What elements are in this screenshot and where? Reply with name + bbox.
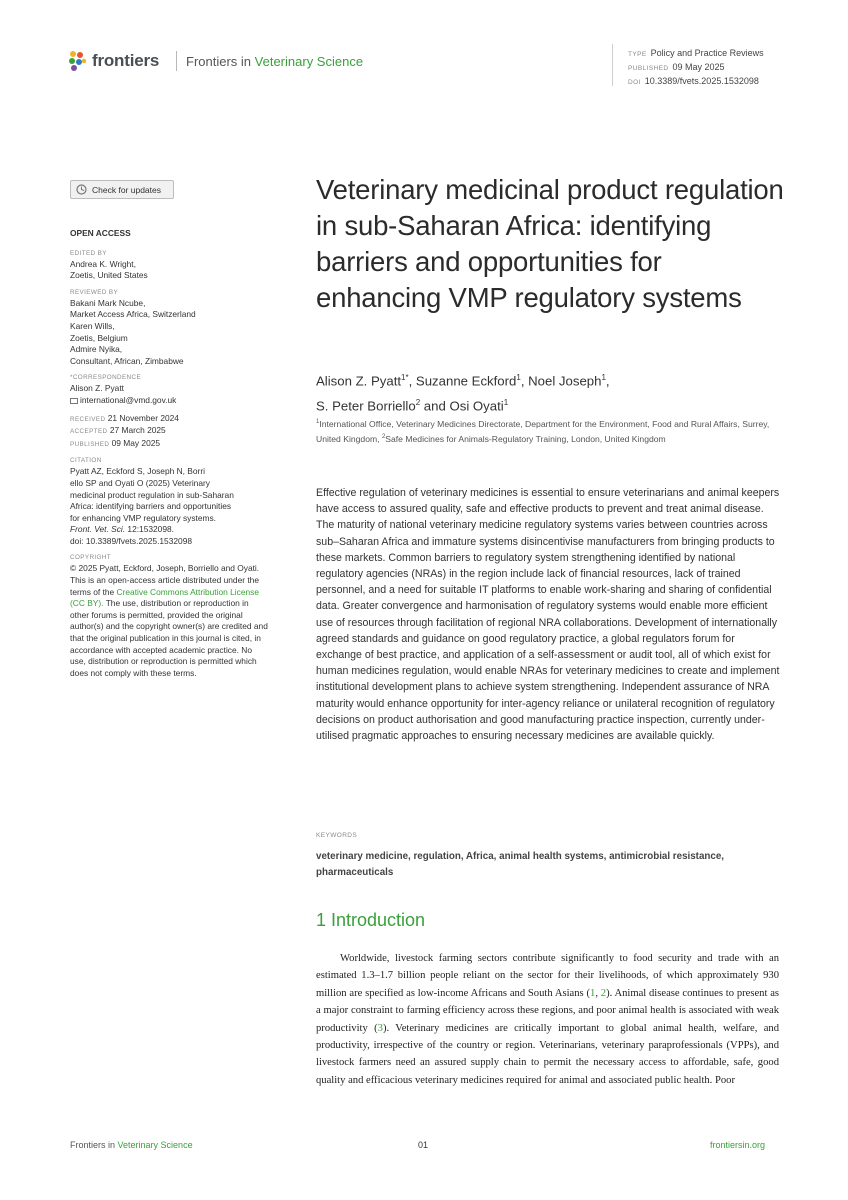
meta-divider xyxy=(612,44,613,86)
keywords-label: KEYWORDS xyxy=(316,832,358,839)
reviewer-line: Bakani Mark Ncube, xyxy=(70,297,146,308)
mail-icon xyxy=(70,398,78,404)
affiliations xyxy=(316,416,786,447)
doi-value[interactable]: 10.3389/fvets.2025.1532098 xyxy=(644,76,759,86)
copyright-post: The use, distribution or reproduction in other forums is permitted, provided the original author(s) and the copyright owner(s) are credited and that the original publication in this journal is cited, in accordance with accepted academic practice. No use, distribution or reproduction is permitted which does not comply with these terms. xyxy=(70,598,268,678)
affiliation-number: 1 xyxy=(316,419,320,425)
intro-text: Worldwide, livestock farming sectors contribute significantly to food security and trade with an estimated 1.3–1.7 billion people reliant on the sector for their livelihoods, of which approximately 930 million are specified as low-income Africans and South Asians ( xyxy=(316,953,779,999)
reviewer-line: Zoetis, Belgium xyxy=(70,332,128,343)
published-value: 09 May 2025 xyxy=(672,62,725,72)
reviewer-line: Market Access Africa, Switzerland xyxy=(70,309,196,320)
editor-line: Andrea K. Wright, xyxy=(70,258,136,269)
author-affil: 1 xyxy=(516,373,521,382)
reviewed-by-label: REVIEWED BY xyxy=(70,288,119,296)
frontiers-logo[interactable] xyxy=(68,49,159,73)
reviewer-line: Admire Nyika, xyxy=(70,344,123,355)
correspondence-email[interactable]: international@vmd.gov.uk xyxy=(80,394,177,405)
copyright-block xyxy=(70,553,270,679)
correspondence-name: Alison Z. Pyatt xyxy=(70,383,124,394)
author-name[interactable]: Osi Oyati xyxy=(449,398,504,414)
abstract: Effective regulation of veterinary medicines is essential to ensure veterinarians and animal keepers have access to assured quality, safe and effective products to prevent and treat animal disease. The maturity of national veterinary medicine regulatory systems varies between countries across sub–Saharan Africa and immature systems disincentivise manufacturers from bringing products to these markets. Common barriers to regulatory system strengthening identified by national regulatory agencies (NRAs) in the region include lack of financial resources, lack of trained personnel, and a need for suitable IT platforms to enable work-sharing and sharing of confidential data. Greater convergence and harmonisation of regulatory systems would enable more efficient use of resources through facilitation of regional NRA collaborations. Development of internationally agreed standards and guidance on good regulatory practice, a global regulators forum for exchange of best practice, and application of a self-assessment or audit tool, all of which exist for human medicines regulation, would enable NRAs for veterinary medicines to create and implement institutional development plans to achieve system strengthening. Independent assurance of NRA maturity would enhance opportunity for inter-agency reliance or unilateral recognition of regulatory decisions on product authorisation and good manufacturing practice inspection, currently under-utilised pragmatic approaches to ensuring necessary medicines are available quickly. xyxy=(316,487,780,743)
citation-line: ello SP and Oyati O (2025) Veterinary xyxy=(70,477,210,488)
affiliation-text: International Office, Veterinary Medicines Directorate, Department for the Environment, Food and Rural Affairs, Surrey, United Kingdom, xyxy=(316,418,770,445)
correspondence-block xyxy=(70,373,270,406)
copyright-text xyxy=(70,563,270,679)
type-label: TYPE xyxy=(628,51,647,58)
sidebar xyxy=(70,228,270,685)
keywords: veterinary medicine, regulation, Africa, animal health systems, antimicrobial resistance, pharmaceuticals xyxy=(316,851,724,878)
article-title: Veterinary medicinal product regulation in sub-Saharan Africa: identifying barriers and opportunities for enhancing VMP regulatory systems xyxy=(316,174,784,313)
check-for-updates-label: Check for updates xyxy=(92,184,161,195)
published-date: 09 May 2025 xyxy=(111,437,161,448)
copyright-label: COPYRIGHT xyxy=(70,554,112,562)
journal-title: Veterinary Science xyxy=(254,54,364,69)
footer-journal-name: Veterinary Science xyxy=(117,1140,193,1150)
citation-block xyxy=(70,456,270,547)
author-affil: 1 xyxy=(503,398,509,408)
citation-line: medicinal product regulation in sub-Saharan xyxy=(70,489,234,500)
dates-block xyxy=(70,413,270,451)
citation-line: for enhancing VMP regulatory systems. xyxy=(70,512,217,523)
journal-prefix: Frontiers in xyxy=(186,54,252,69)
author-affil: 1 xyxy=(601,373,606,382)
intro-text: , xyxy=(595,987,601,999)
author-name[interactable]: S. Peter Borriello xyxy=(316,398,416,414)
edited-by-block xyxy=(70,249,270,282)
reference-link[interactable]: 2 xyxy=(600,987,607,999)
header-divider xyxy=(176,51,177,71)
reviewer-line: Consultant, African, Zimbabwe xyxy=(70,355,184,366)
reference-link[interactable]: 1 xyxy=(590,987,596,999)
license-link[interactable]: Creative Commons Attribution License (CC BY). xyxy=(70,586,259,609)
published-label: PUBLISHED xyxy=(70,440,110,448)
citation-line: Africa: identifying barriers and opportunities xyxy=(70,501,232,512)
introduction-paragraph xyxy=(316,950,779,1089)
section-heading-introduction: 1 Introduction xyxy=(316,910,426,930)
footer-journal-prefix: Frontiers in xyxy=(70,1140,116,1150)
affiliation-number: 2 xyxy=(381,434,386,441)
journal-name[interactable] xyxy=(186,54,363,69)
intro-text: ). Veterinary medicines are critically important to global animal health, welfare, and productivity, irrespective of the country or region. Veterinarians, veterinary paraprofessionals (VPPs), and livestock farmers need an assured supply chain to permit the necessary access to affordable, safe, good quality and efficacious veterinary medicines required for animal and associated public health. Poor xyxy=(316,1022,780,1086)
citation-doi[interactable]: doi: 10.3389/fvets.2025.1532098 xyxy=(70,535,193,546)
editor-line: Zoetis, United States xyxy=(70,270,148,281)
footer-journal[interactable] xyxy=(70,1140,193,1150)
author-name[interactable]: Suzanne Eckford xyxy=(415,373,517,389)
author-list: Alison Z. Pyatt$^{1*}$, Suzanne Eckford$^1$, Noel Joseph$^1$, S. Peter Borriello$^2$ and Osi Oyati$^1$ xyxy=(316,373,610,414)
author-affil: 1* xyxy=(401,373,409,382)
footer-site-link[interactable]: frontiersin.org xyxy=(710,1140,766,1150)
reviewer-line: Karen Wills, xyxy=(70,320,115,331)
citation-line: Pyatt AZ, Eckford S, Joseph N, Borri xyxy=(70,466,205,477)
edited-by-label: EDITED BY xyxy=(70,249,107,257)
doi-label: DOI xyxy=(628,79,641,86)
affiliation-text: Safe Medicines for Animals-Regulatory Training, London, United Kingdom xyxy=(385,434,666,445)
published-label: PUBLISHED xyxy=(628,65,669,72)
check-for-updates-button[interactable] xyxy=(70,180,174,199)
accepted-date: 27 March 2025 xyxy=(109,425,166,436)
reviewed-by-block xyxy=(70,288,270,368)
received-date: 21 November 2024 xyxy=(107,412,179,423)
received-label: RECEIVED xyxy=(70,415,106,423)
type-value: Policy and Practice Reviews xyxy=(650,48,764,58)
citation-journal: Front. Vet. Sci. xyxy=(70,524,126,535)
correspondence-email-row[interactable] xyxy=(70,395,270,407)
article-meta xyxy=(628,47,764,89)
copyright-pre: © 2025 Pyatt, Eckford, Joseph, Borriello and Oyati. This is an open-access article distributed under the terms of the xyxy=(70,563,260,597)
page-number: 01 xyxy=(418,1140,429,1150)
reference-link[interactable]: 3 xyxy=(377,1022,383,1034)
intro-text: ). Animal disease continues to present as a major constraint to farming efficiency across these regions, and poor animal health is associated with weak productivity ( xyxy=(316,987,780,1034)
author-affil: 2 xyxy=(415,398,421,408)
correspondence-label: *CORRESPONDENCE xyxy=(70,374,142,382)
refresh-icon xyxy=(76,184,87,195)
open-access-label: OPEN ACCESS xyxy=(70,228,131,238)
citation-volume: 12:1532098. xyxy=(127,524,174,535)
frontiers-logo-icon xyxy=(68,50,88,72)
author-name[interactable]: Alison Z. Pyatt xyxy=(316,373,402,389)
accepted-label: ACCEPTED xyxy=(70,428,108,436)
citation-label: CITATION xyxy=(70,457,102,465)
author-name[interactable]: Noel Joseph xyxy=(528,373,602,389)
brand-name: frontiers xyxy=(92,51,160,70)
